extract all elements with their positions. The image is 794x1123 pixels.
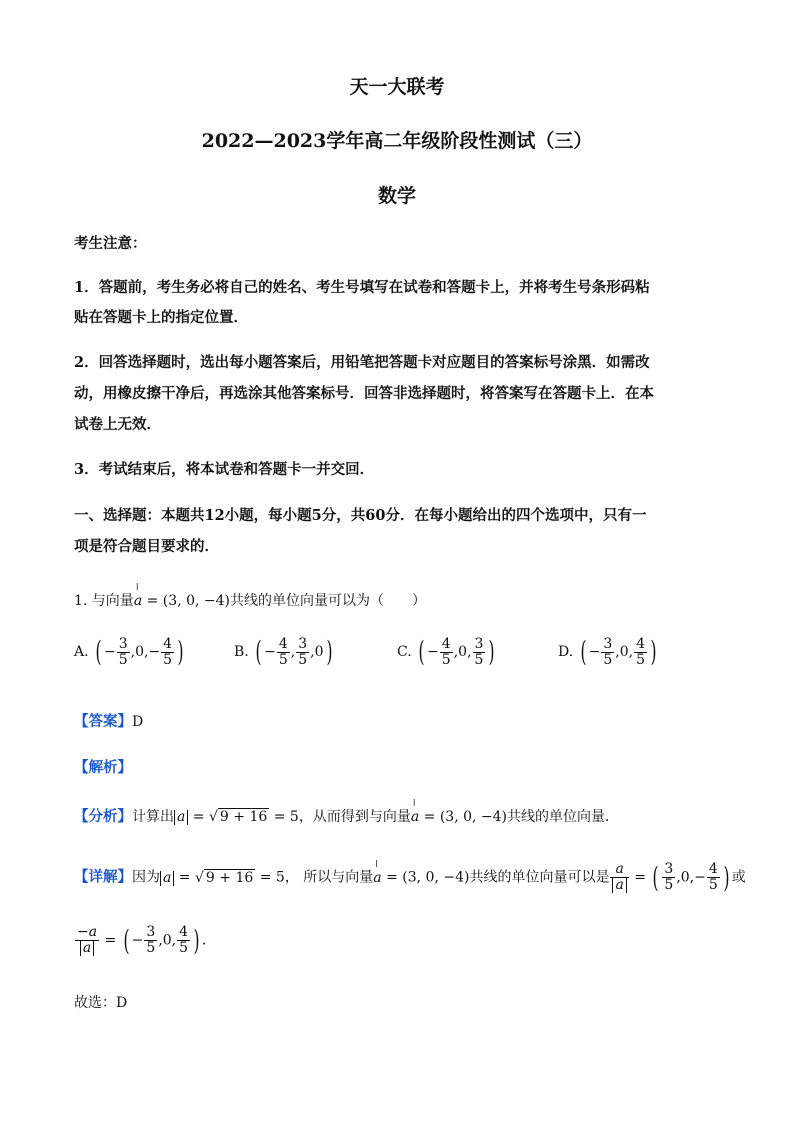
option-c-sign-1: − [427,644,439,661]
fenxi-line: 【分析】计算出 a = √ 9 + 16 = 5，从而得到与向量ǀ a = (3, 0, −4)共线的单位向量． [74,805,619,826]
option-b-den-1: 5 [278,651,288,668]
unit-vector-num: a [610,862,628,878]
option-a-den-1: 5 [118,651,128,668]
xiangjie-text-d: 共线的单位向量可以是 [469,869,610,886]
notice-item-3: 3．考试结束后，将本试卷和答题卡一并交回． [74,461,375,478]
xj2-num-1: 3 [146,924,156,941]
answer-value: D [132,714,144,730]
exam-org-title: 天一大联考 [349,76,445,98]
option-d-num-2: 4 [636,636,645,652]
xiangjie-text-b: = 5， 所以与向量 [259,869,374,886]
sqrt-radicand: 9 + 16 [219,809,268,825]
vector-a: ǀ a [134,593,142,609]
xj-result-den-1: 5 [664,877,674,894]
option-c-num-1: 4 [441,636,451,652]
fenxi-vector: = (3, 0, −4) [423,809,507,825]
abs-vector-a-2: a [160,871,174,886]
option-a-mid: 0 [135,644,144,661]
option-a-sign-1: − [103,644,116,661]
option-b-label: B. [234,644,249,661]
notice-item-1-line-2: 贴在答题卡上的指定位置． [74,309,248,326]
question-1-prefix: 1. 与向量 [74,593,134,609]
option-b-num-2: 3 [298,636,308,652]
notice-item-2-line-1: 2．回答选择题时，选出每小题答案后，用铅笔把答题卡对应题目的答案标号涂黑．如需改 [74,354,650,371]
xiangjie-or: 或 [731,869,746,886]
vector-a-2: ǀ a [411,809,419,825]
option-d-label: D. [558,644,574,661]
fenxi-tag: 【分析】 [74,808,132,825]
analysis-tag: 【解析】 [74,759,132,776]
section-heading-line-1: 一、选择题：本题共12小题，每小题5分，共60分．在每小题给出的四个选项中，只有一 [74,507,647,524]
option-a-den-2: 5 [163,651,173,668]
exam-title: 2022—2023学年高二年级阶段性测试（三） [201,130,593,152]
unit-vector-fraction [610,862,628,893]
neg-unit-vector-fraction: $\frac{-a}{a}$ [77,924,98,956]
xiangjie-vector: = (3, 0, −4) [386,869,470,886]
notice-item-2-line-2: 动，用橡皮擦干净后，再选涂其他答案标号．回答非选择题时，将答案写在答题卡上．在本 [74,385,654,402]
option-b-sign-1: − [264,644,276,661]
xj2-den-2: 5 [179,940,189,957]
option-c-label: C. [397,644,412,661]
option-c-den-1: 5 [441,651,451,668]
option-d: D. ( − $\frac{3}{5}$ ,0, $\frac{4}{5}$ ) [558,635,657,669]
xj2-den-1: 5 [146,940,156,957]
fenxi-text-a: 计算出 [132,809,174,825]
abs-vector-a: a [174,810,188,825]
xiangjie-end: ． [202,932,216,949]
option-a-sign-2: − [148,644,161,661]
option-d-den-1: 5 [603,651,613,668]
neg-unit-vector-den: a [80,941,94,956]
vector-a-3: ǀ a [373,870,381,886]
section-heading-line-2: 项是符合题目要求的． [74,538,219,555]
sqrt-expression-2: √ 9 + 16 [195,869,254,886]
answer-line [74,710,143,731]
xj-result-den-2: 5 [708,877,718,894]
option-d-sign-1: − [588,644,601,661]
option-b-num-1: 4 [278,636,288,652]
xj2-num-2: 4 [179,924,189,941]
option-d-num-1: 3 [603,636,613,652]
sqrt-expression: √ 9 + 16 [209,809,268,825]
option-a-label: A. [74,644,89,661]
option-c: C. ( − $\frac{4}{5}$ ,0, $\frac{3}{5}$ ) [397,635,495,669]
option-a: A. ( − $\frac{3}{5}$ ,0,− $\frac{4}{5}$ ) [74,635,184,669]
option-b: B. ( − $\frac{4}{5}$ , $\frac{3}{5}$ ,0) [234,635,333,669]
option-b-den-2: 5 [298,651,308,668]
option-a-num-1: 3 [118,636,128,652]
subject-title: 数学 [377,185,416,207]
notice-item-2-line-3: 试卷上无效． [74,416,161,433]
option-c-den-2: 5 [474,651,484,668]
xiangjie-line-1: 【详解】因为 a = √ 9 + 16 = 5， 所以与向量ǀ a = (3, 0, −4)共线的单位向量可以是 $\frac{a}{a}$ = ( $\frac{3}{5}$ ,0,− $\frac{4}{5}$ ) 或 [74,862,746,893]
unit-vector-den: a [612,878,626,893]
option-c-num-2: 3 [474,636,484,652]
analysis-line [74,756,132,777]
xiangjie-text-a: 因为 [132,869,160,886]
fenxi-text-b: = 5，从而得到与向量 [273,809,411,825]
question-1-suffix: 共线的单位向量可以为（ ） [229,593,426,609]
option-c-mid: 0 [458,644,468,661]
neg-unit-vector-num: a [88,924,98,940]
option-b-tail: 0 [314,644,324,661]
option-a-num-2: 4 [163,636,173,652]
xj-result-num-1: 3 [664,861,674,878]
question-1-stem [74,590,426,610]
choose-line: 故选：D [74,995,128,1011]
option-d-mid: 0 [619,644,629,661]
answer-tag: 【答案】 [74,713,132,730]
fenxi-text-d: 共线的单位向量． [507,809,619,825]
xiangjie-line-2: $\frac{-a}{a}$ = ( − $\frac{3}{5}$ ,0, $\frac{4}{5}$ ) ． [77,923,216,957]
xiangjie-tag: 【详解】 [74,868,132,886]
notice-heading: 考生注意： [74,235,147,252]
xj-result-num-2: 4 [708,861,718,878]
notice-item-1-line-1: 1．答题前，考生务必将自己的姓名、考生号填写在试卷和答题卡上，并将考生号条形码粘 [74,279,650,296]
option-d-den-2: 5 [636,651,645,668]
question-1-vector: = (3, 0, −4) [146,593,230,609]
sqrt-radicand-2: 9 + 16 [205,869,254,886]
